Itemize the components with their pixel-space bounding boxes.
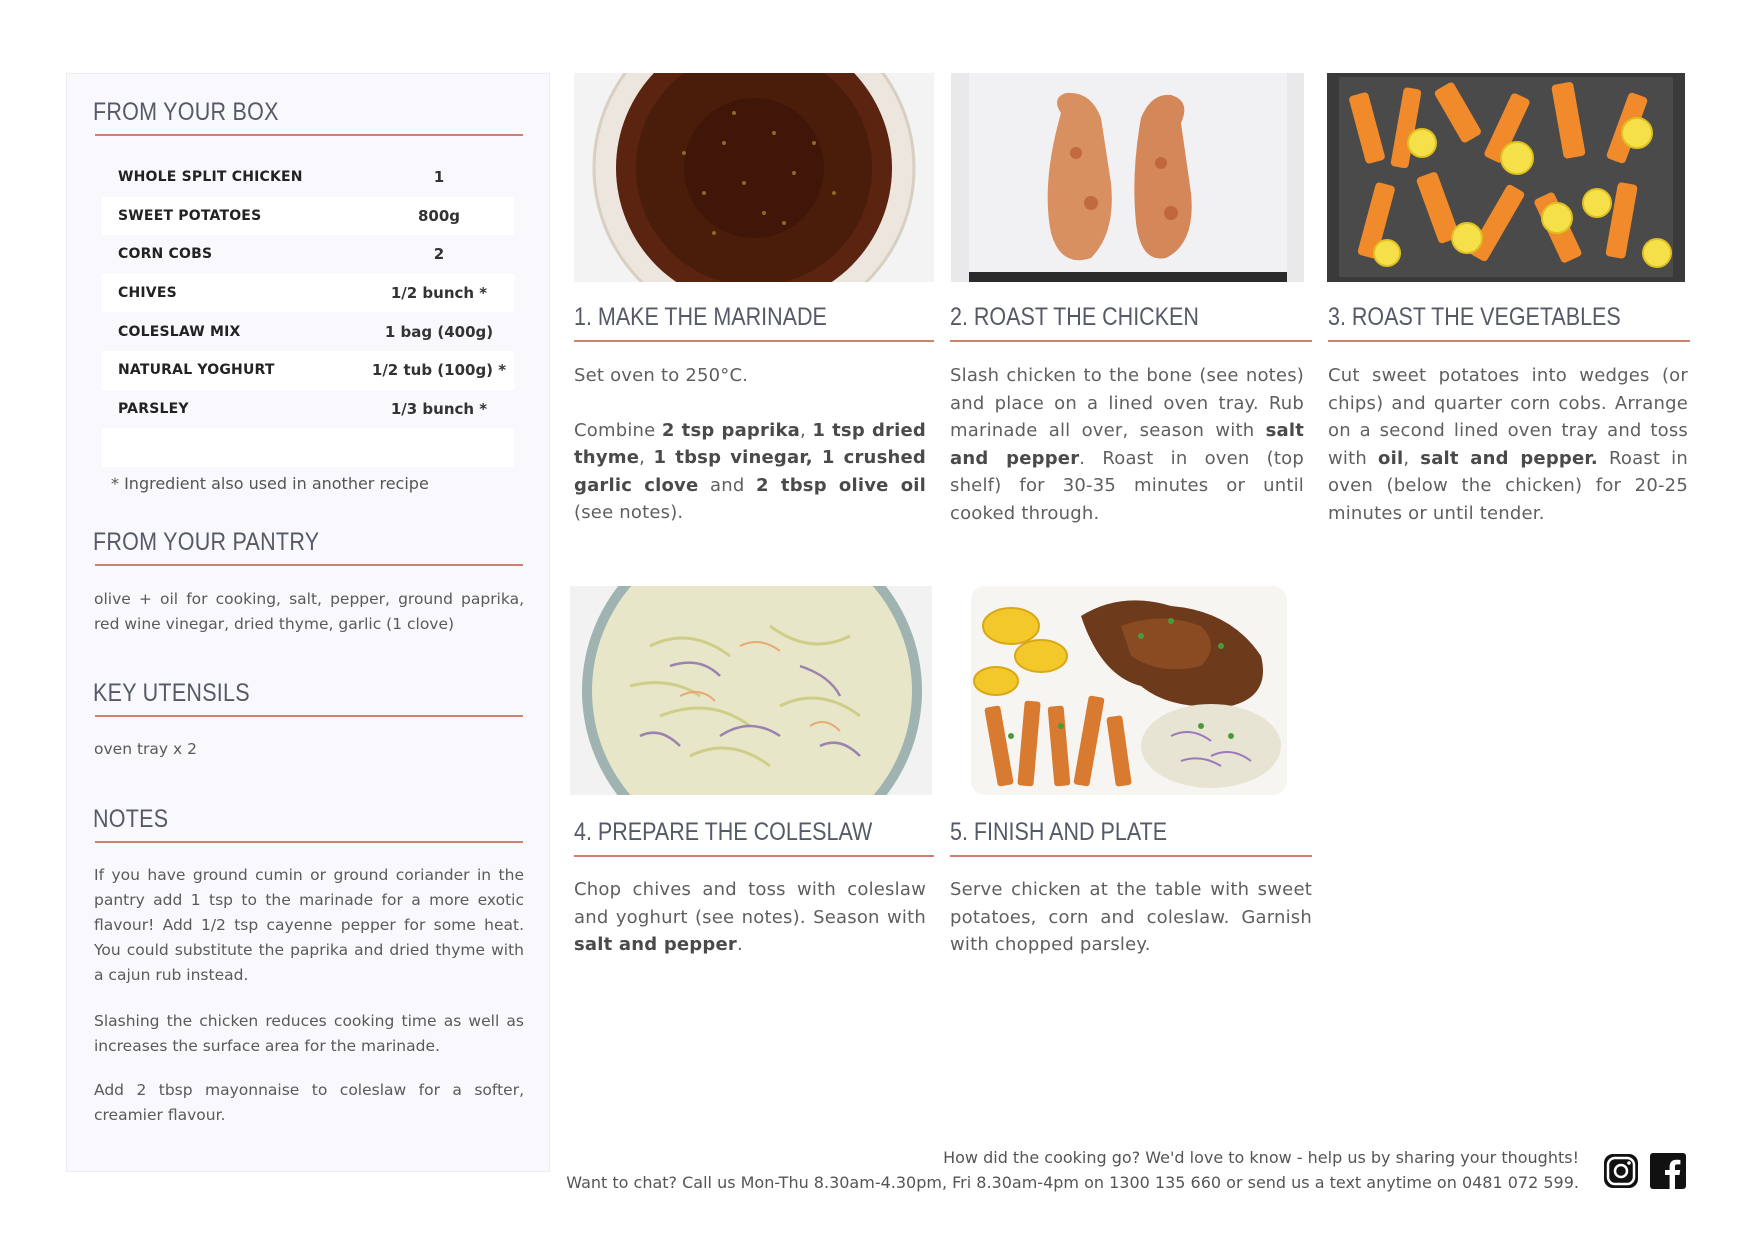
step-5-paragraph: Serve chicken at the table with sweet potatoes, corn and coleslaw. Garnish with chopped parsley. — [950, 879, 1312, 955]
ingredient-qty: 1 bag (400g) — [384, 322, 494, 341]
bold-run: 2 tbsp olive oil — [756, 474, 927, 496]
heading-rule — [574, 340, 934, 342]
heading-rule — [95, 841, 523, 843]
ingredient-name: PARSLEY — [118, 400, 189, 417]
from-your-pantry-heading: FROM YOUR PANTRY — [93, 528, 320, 556]
text-run: Combine — [574, 419, 662, 441]
notes-paragraph: Slashing the chicken reduces cooking time as well as increases the surface area for the marinade. — [94, 1012, 524, 1055]
heading-rule — [95, 564, 523, 566]
ingredient-qty: 1/2 bunch * — [390, 284, 488, 303]
instagram-icon[interactable] — [1603, 1153, 1639, 1189]
text-run: , — [1403, 447, 1421, 469]
plated-dish-photo — [971, 586, 1287, 795]
bold-run: 1 tsp dried thyme — [574, 419, 926, 468]
heading-rule — [574, 855, 934, 857]
ingredient-footnote: * Ingredient also used in another recipe — [111, 474, 429, 493]
ingredient-qty: 1 — [433, 168, 445, 187]
ingredient-row — [102, 158, 514, 197]
bold-run: salt and pepper. — [1420, 447, 1598, 469]
notes-heading: NOTES — [93, 805, 169, 833]
notes-paragraph: If you have ground cumin or ground coriander in the pantry add 1 tsp to the marinade for a more exotic flavour! Add 1/2 tsp cayenne pepper for some heat. You could substitute the paprika and dried thyme with a cajun rub instead. — [94, 866, 524, 984]
step-1-paragraph-1: Set oven to 250°C. — [574, 365, 749, 386]
utensils-text: oven tray x 2 — [94, 740, 197, 758]
step-5-title: 5. FINISH AND PLATE — [950, 818, 1168, 846]
text-run: Slash chicken to the bone (see notes) and place on a lined oven tray. Rub marinade all over, season with — [950, 365, 1304, 441]
ingredient-name: COLESLAW MIX — [118, 323, 241, 340]
ingredient-name: SWEET POTATOES — [118, 207, 262, 224]
marinade-photo — [574, 73, 934, 282]
heading-rule — [95, 715, 523, 717]
step-4-title: 4. PREPARE THE COLESLAW — [574, 818, 873, 846]
step-2-title: 2. ROAST THE CHICKEN — [950, 303, 1199, 331]
ingredient-row — [102, 274, 514, 313]
step-2-text — [950, 362, 1304, 527]
heading-rule — [95, 134, 523, 136]
ingredient-row — [102, 390, 514, 429]
step-3-paragraph — [1328, 362, 1688, 527]
notes-paragraph: Add 2 tbsp mayonnaise to coleslaw for a softer, creamier flavour. — [94, 1081, 524, 1124]
heading-rule — [950, 855, 1312, 857]
footer-contact: Want to chat? Call us Mon-Thu 8.30am-4.30pm, Fri 8.30am-4pm on 1300 135 660 or send us a text anytime on 0481 072 599. — [566, 1173, 1579, 1192]
text-run: Cut sweet potatoes into wedges (or chips) and quarter corn cobs. Arrange on a second lined oven tray and toss with — [1328, 365, 1688, 469]
step-2-paragraph — [950, 362, 1304, 527]
ingredient-row — [102, 235, 514, 274]
ingredient-name: CHIVES — [118, 285, 177, 302]
ingredient-row-empty — [102, 428, 514, 467]
coleslaw-photo — [570, 586, 932, 795]
heading-rule — [1328, 340, 1690, 342]
ingredient-row — [102, 312, 514, 351]
ingredient-name: WHOLE SPLIT CHICKEN — [118, 169, 303, 186]
bold-run: 2 tsp paprika — [661, 419, 800, 441]
ingredient-name: CORN COBS — [118, 246, 213, 263]
step-1-text — [574, 362, 926, 527]
step-3-text — [1328, 362, 1688, 527]
facebook-icon[interactable] — [1650, 1153, 1686, 1189]
ingredients-table — [102, 158, 514, 467]
ingredient-qty: 1/2 tub (100g) * — [371, 361, 507, 380]
ingredient-qty: 2 — [433, 245, 445, 264]
text-run: and — [698, 474, 757, 496]
bold-run: oil — [1378, 447, 1404, 469]
text-run: , — [639, 447, 654, 468]
ingredient-qty: 1/3 bunch * — [390, 399, 488, 418]
from-your-box-heading: FROM YOUR BOX — [93, 98, 279, 126]
step-1-paragraph-2 — [574, 417, 926, 527]
step-1-title: 1. MAKE THE MARINADE — [574, 303, 827, 331]
step-3-title: 3. ROAST THE VEGETABLES — [1328, 303, 1621, 331]
step-5-text — [950, 876, 1312, 959]
bold-run: salt and pepper — [950, 420, 1304, 469]
step-4-text — [574, 876, 926, 959]
ingredient-row — [102, 351, 514, 390]
chicken-tray-photo — [951, 73, 1304, 282]
pantry-text: olive + oil for cooking, salt, pepper, ground paprika, red wine vinegar, dried thyme, garlic (1 clove) — [94, 590, 524, 633]
vegetables-tray-photo — [1327, 73, 1685, 282]
ingredient-qty: 800g — [417, 206, 461, 225]
ingredients-sidebar — [66, 73, 550, 1172]
bold-run: 1 tbsp vinegar, 1 crushed garlic clove — [574, 447, 926, 496]
ingredient-row — [102, 197, 514, 236]
heading-rule — [950, 340, 1312, 342]
text-run: . — [736, 934, 743, 955]
text-run: Chop chives and toss with coleslaw and yoghurt (see notes). Season with — [574, 879, 926, 928]
text-run: , — [799, 419, 813, 441]
key-utensils-heading: KEY UTENSILS — [93, 679, 250, 707]
text-run: . Roast in oven (top shelf) for 30-35 minutes or until cooked through. — [950, 447, 1304, 524]
bold-run: salt and pepper — [574, 934, 737, 955]
text-run: Roast in oven (below the chicken) for 20-25 minutes or until tender. — [1328, 447, 1688, 524]
ingredient-name: NATURAL YOGHURT — [118, 362, 275, 379]
step-4-paragraph — [574, 876, 926, 959]
footer-feedback: How did the cooking go? We'd love to know - help us by sharing your thoughts! — [943, 1148, 1579, 1167]
text-run: (see notes). — [574, 502, 684, 523]
